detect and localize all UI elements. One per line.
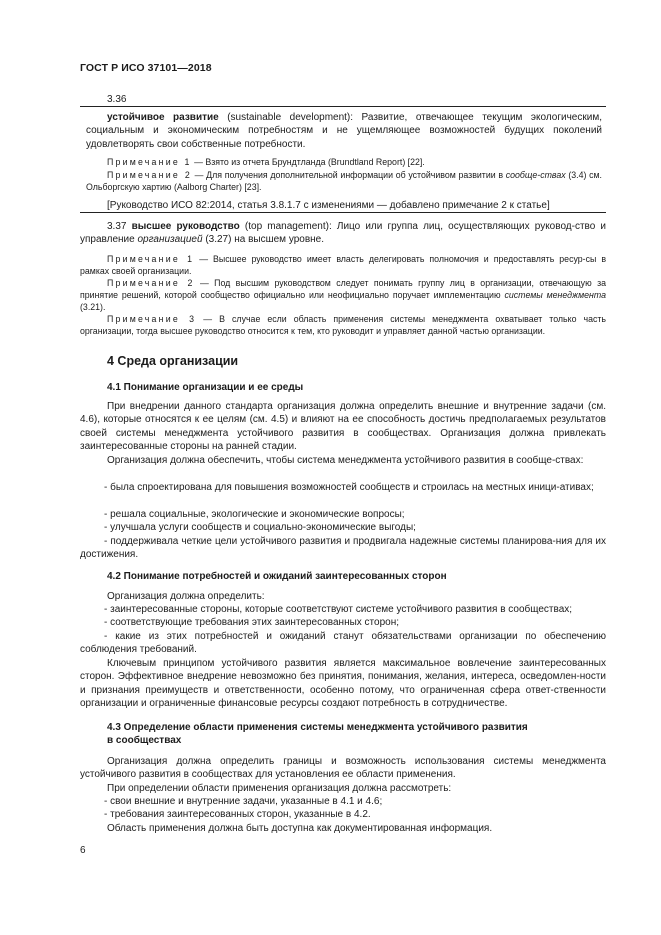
term-336-source: [Руководство ИСО 82:2014, статья 3.8.1.7 с изменениями — добавлено примечание 2 к статье] [107,200,550,211]
term-number-336: 3.36 [107,94,127,105]
section-4-1-paragraph-1: При внедрении данного стандарта организация должна определить внешние и внутренние задачи (см. 4.6), которые относятся к ее целям (см. 4.5) и влияют на ее способность достичь предполагаемых результатов своей системы менеджмента устойчивого развития в сообществах. Организация должна привлекать заинтересованные стороны на ранней стадии. [80,401,606,453]
list-item: - улучшала услуги сообществ и социально-экономические выгоды; [104,522,416,533]
term-336-definition: устойчивое развитие (sustainable development): Развитие, отвечающее текущим экологическим, социальным и экономическим потребностям и не ущемляющее возможностей будущих поколений удовлетворять свои собственные потребности. [86,112,602,150]
term-337-note-3: Примечание 3 — В случае если область применения системы менеджмента охватывает только часть организации, тогда высшее руководство относится к тем, кто руководит и управляет данной частью организации. [80,314,606,336]
term-337-definition: 3.37 высшее руководство (top management): Лицо или группа лиц, осуществляющих руковод-ство и управление организацией (3.27) на высшем уровне. [80,221,607,246]
term-337-term: высшее руководство [131,221,240,232]
list-item: - требования заинтересованных сторон, указанные в 4.2. [104,809,371,820]
section-4-3-paragraph-2: При определении области применения организация должна рассмотреть: [107,783,452,794]
list-item: - заинтересованные стороны, которые соответствуют системе устойчивого развития в сообществах; [104,604,573,615]
list-item: - соответствующие требования этих заинтересованных сторон; [104,617,400,628]
section-4-3-paragraph-3: Область применения должна быть доступна как документированная информация. [107,823,493,834]
term-336-note-2: Примечание 2 — Для получения дополнительной информации об устойчивом развитии в сообще-ствах (3.4) см. Ольборгскую хартию (Aalborg Charter) [23]. [86,170,602,192]
list-item: - решала социальные, экологические и экономические вопросы; [104,509,405,520]
list-item: - какие из этих потребностей и ожиданий станут обязательствами организации по обеспечению соблюдения требований. [80,631,606,656]
section-4-1-paragraph-2: Организация должна обеспечить, чтобы система менеджмента устойчивого развития в сообще-ствах: [107,455,584,466]
list-item: - поддерживала четкие цели устойчивого развития и продвигала надежные системы планирова-ния для их достижения. [80,536,606,561]
section-4-2-title: 4.2 Понимание потребностей и ожиданий заинтересованных сторон [107,571,447,582]
section-4-3-paragraph-1: Организация должна определить границы и возможность использования системы менеджмента устойчивого развития в сообществах для установления ее области применения. [80,756,606,781]
term-337-note-2: Примечание 2 — Под высшим руководством следует понимать группу лиц в организации, отвечающую за принятие решений, которой сообщество официально или неофициально поручает имплементацию системы менеджмента (3.21). [80,278,606,312]
term-336-note-1: Примечание 1 — Взято из отчета Брундтланда (Brundtland Report) [22]. [107,157,425,167]
section-4-1-title: 4.1 Понимание организации и ее среды [107,382,304,393]
section-4-2-paragraph-1: Организация должна определить: [107,591,265,602]
section-4-2-paragraph-2: Ключевым принципом устойчивого развития является максимальное вовлечение заинтересованных сторон. Эффективное внедрение невозможно без принятия, понимания, желания, интереса, осведомлен-ности и признания преимуществ и ответственности, особенно потому, что ограниченная сфера ответ-ственности организации и ограниченные финансовые ресурсы создают потребность в сотрудничестве. [80,658,606,710]
section-4-title: 4 Среда организации [107,354,239,368]
term-336-term: устойчивое развитие [107,112,219,123]
page-number: 6 [80,845,86,856]
section-4-3-title: 4.3 Определение области применения системы менеджмента устойчивого развития в сообществах [107,722,528,747]
term-337-note-1: Примечание 1 — Высшее руководство имеет власть делегировать полномочия и предоставлять ресур-сы в рамках своей организации. [80,254,607,276]
standard-header: ГОСТ Р ИСО 37101—2018 [80,62,212,74]
list-item: - свои внешние и внутренние задачи, указанные в 4.1 и 4.6; [104,796,383,807]
list-item: - была спроектирована для повышения возможностей сообществ и строилась на местных иници-ативах; [104,482,594,493]
